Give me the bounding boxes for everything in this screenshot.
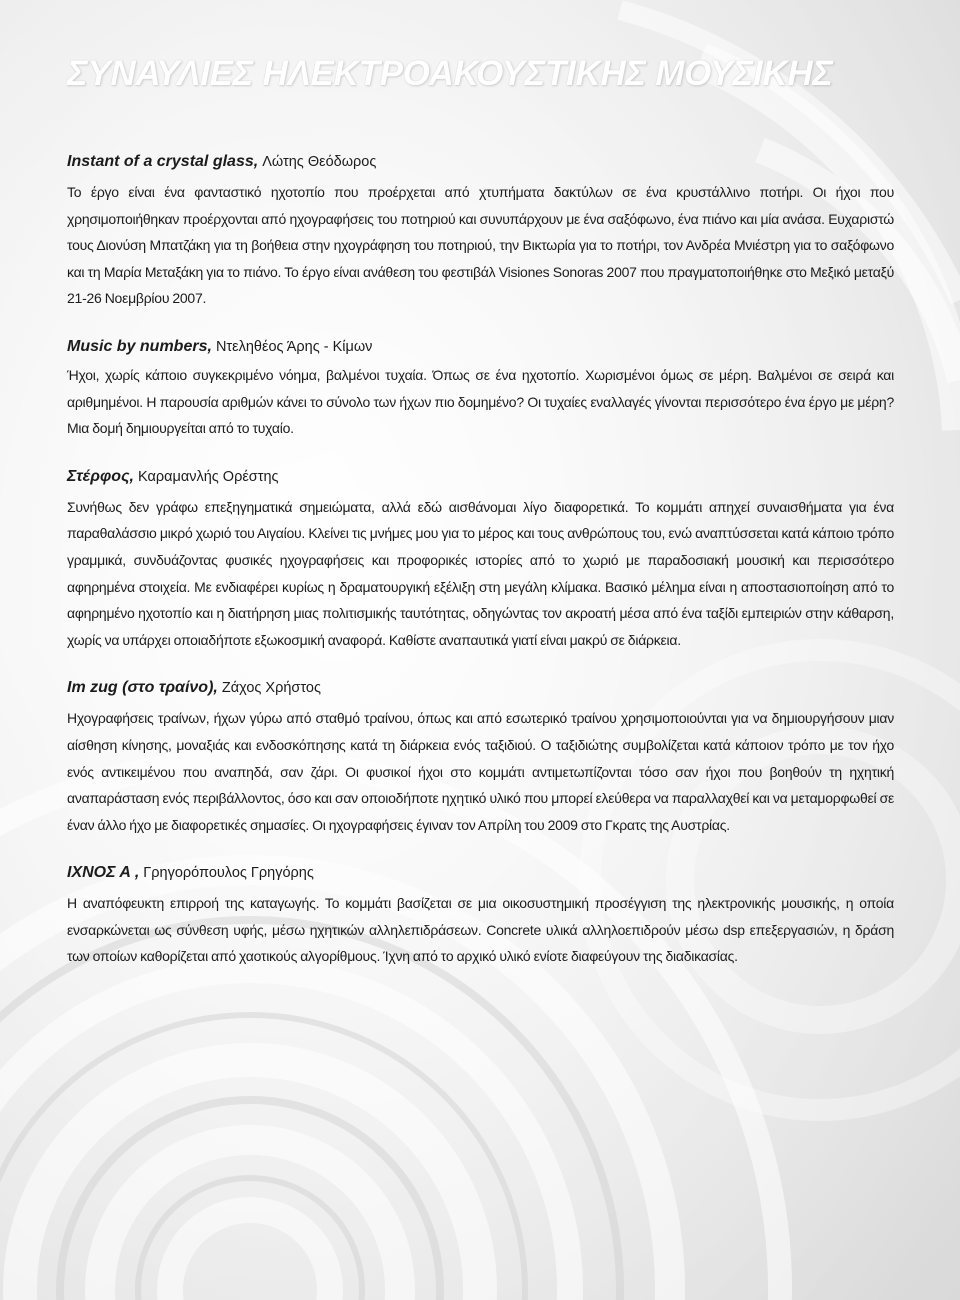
work-heading [67, 336, 894, 358]
work-composer: Λώτης Θεόδωρος [258, 154, 377, 170]
work-title: Instant of a crystal glass, [67, 153, 259, 170]
work-title: Στέρφος, [67, 467, 134, 485]
work-composer: Γρηγορόπουλος Γρηγόρης [139, 865, 314, 882]
work-heading [67, 466, 894, 488]
work-description: Ηχογραφήσεις τραίνων, ήχων γύρω από σταθμό τραίνου, όπως και από εσωτερικό τραίνου χρησιμοποιούνται για να δημιουργήσουν μιαν αίσθηση κίνησης, μοναξιάς και ενδοσκόπησης κατά τη διάρκεια ενός ταξιδιού. Ο ταξιδιώτης συμβολίζεται κατά κάποιον τρόπο με τον ήχο ενός αντικειμένου που αναπηδά, σαν ζάρι. Οι φυσικοί ήχοι στο κομμάτι αντιμετωπίζονται τόσο σαν ήχοι που βοηθούν τη ηχητική αναπαράσταση ενός περιβάλλοντος, όσο και σαν οποιοδήποτε ηχητικό υλικό που μπορεί ελεύθερα να παραλλαχθεί και να μεταμορφωθεί σε έναν άλλο ήχο με διαφορετικές σημασίες. Οι ηχογραφήσεις έγιναν τον Απρίλη του 2009 στο Γκρατς της Αυστρίας. [67, 710, 894, 833]
work-composer: Καραμανλής Ορέστης [133, 468, 279, 485]
work-title: Im zug (στο τραίνο), [67, 679, 218, 697]
work-description: Το έργο είναι ένα φανταστικό ηχοτοπίο που προέρχεται από χτυπήματα δακτύλων σε ένα κρυστάλλινο ποτήρι. Οι ήχοι που χρησιμοποιήθηκαν προέρχονται από ηχογραφήσεις του ποτηριού και συνυπάρχουν με ένα σαξόφωνο, ένα πιάνο και μία ανάσα. Ευχαριστώ τους Διονύση Μπατζάκη για τη βοήθεια στην ηχογράφηση του ποτηριού, την Βικτωρία για το ποτήρι, τον Ανδρέα Μνιέστρη για το σαξόφωνο και τη Μαρία Μεταξάκη για το πιάνο. Το έργο είναι ανάθεση του φεστιβάλ Visiones Sonoras 2007 που πραγματοποιήθηκε στο Μεξικό μεταξύ 21-26 Νοεμβρίου 2007. [67, 184, 894, 307]
work-heading [67, 151, 894, 173]
work-entry [67, 862, 894, 970]
work-entry [67, 677, 894, 838]
work-entry [67, 336, 894, 442]
work-heading [67, 862, 894, 884]
work-title: Music by numbers, [67, 337, 212, 355]
work-composer: Ντεληθέος Άρης - Κίμων [211, 338, 373, 355]
work-title: ΙΧΝΟΣ Α , [67, 864, 140, 882]
work-description: Ήχοι, χωρίς κάποιο συγκεκριμένο νόημα, βαλμένοι τυχαία. Όπως σε ένα ηχοτοπίο. Χωρισμένοι όμως σε μέρη. Βαλμένοι σε σειρά και αριθμημένοι. Η παρουσία αριθμών κάνει το σύνολο των ήχων πιο δομημένο? Οι τυχαίες εναλλαγές γίνονται περισσότερο ένα έργο με μέρη? Μια δομή δημιουργείται από το τυχαίο. [67, 366, 894, 437]
work-heading [67, 677, 894, 699]
work-entry [67, 466, 894, 654]
work-description: Συνήθως δεν γράφω επεξηγηματικά σημειώματα, αλλά εδώ αισθάνομαι λίγο διαφορετικά. Το κομμάτι απηχεί συναισθήματα για ένα παραθαλάσσιο μικρό χωριό του Αιγαίου. Κλείνει τις μνήμες μου για το μέρος και τους ανθρώπους του, ενώ αναπτύσσεται κατά κάποιο τρόπο γραμμικά, συνδυάζοντας φυσικές ηχογραφήσεις και προφορικές ιστορίες από το χωριό με παραδοσιακή μουσική και περισσότερο αφηρημένα στοιχεία. Με ενδιαφέρει κυρίως η δραματουργική εξέλιξη στη μεγάλη κλίμακα. Βασικό μέλημα είναι η αποστασιοποίηση από το αφηρημένο ηχοτοπίο και η διατήρηση μιας πολιτισμικής ταυτότητας, οδηγώντας τον ακροατή μέσα από ένα ταξίδι εμπειριών στην κάθαρση, χωρίς να υπάρχει οποιαδήποτε εξωκοσμική αναφορά. Καθίστε αναπαυτικά γιατί είναι μακρύ σε διάρκεια. [67, 498, 894, 648]
work-description: Η αναπόφευκτη επιρροή της καταγωγής. Το κομμάτι βασίζεται σε μια οικοσυστημική προσέγγιση της ηλεκτρονικής μουσικής, η οποία ενσαρκώνεται ως σύνθεση υφής, μέσω ηχητικών αλληλεπιδράσεων. Concrete υλικά αλληλοεπιδρούν μέσω dsp επεξεργασιών, η δράση των οποίων καθορίζεται από χαοτικούς αλγορίθμους. Ίχνη από το αρχικό υλικό ενίοτε διαφεύγουν της διαδικασίας. [67, 895, 894, 965]
page-title: ΣΥΝΑΥΛΙΕΣ ΗΛΕΚΤΡΟΑΚΟΥΣΤΙΚΗΣ ΜΟΥΣΙΚΗΣ [67, 54, 833, 93]
work-entry [67, 151, 894, 312]
work-composer: Ζάχος Χρήστος [217, 680, 321, 697]
program-notes-page [67, 56, 894, 994]
